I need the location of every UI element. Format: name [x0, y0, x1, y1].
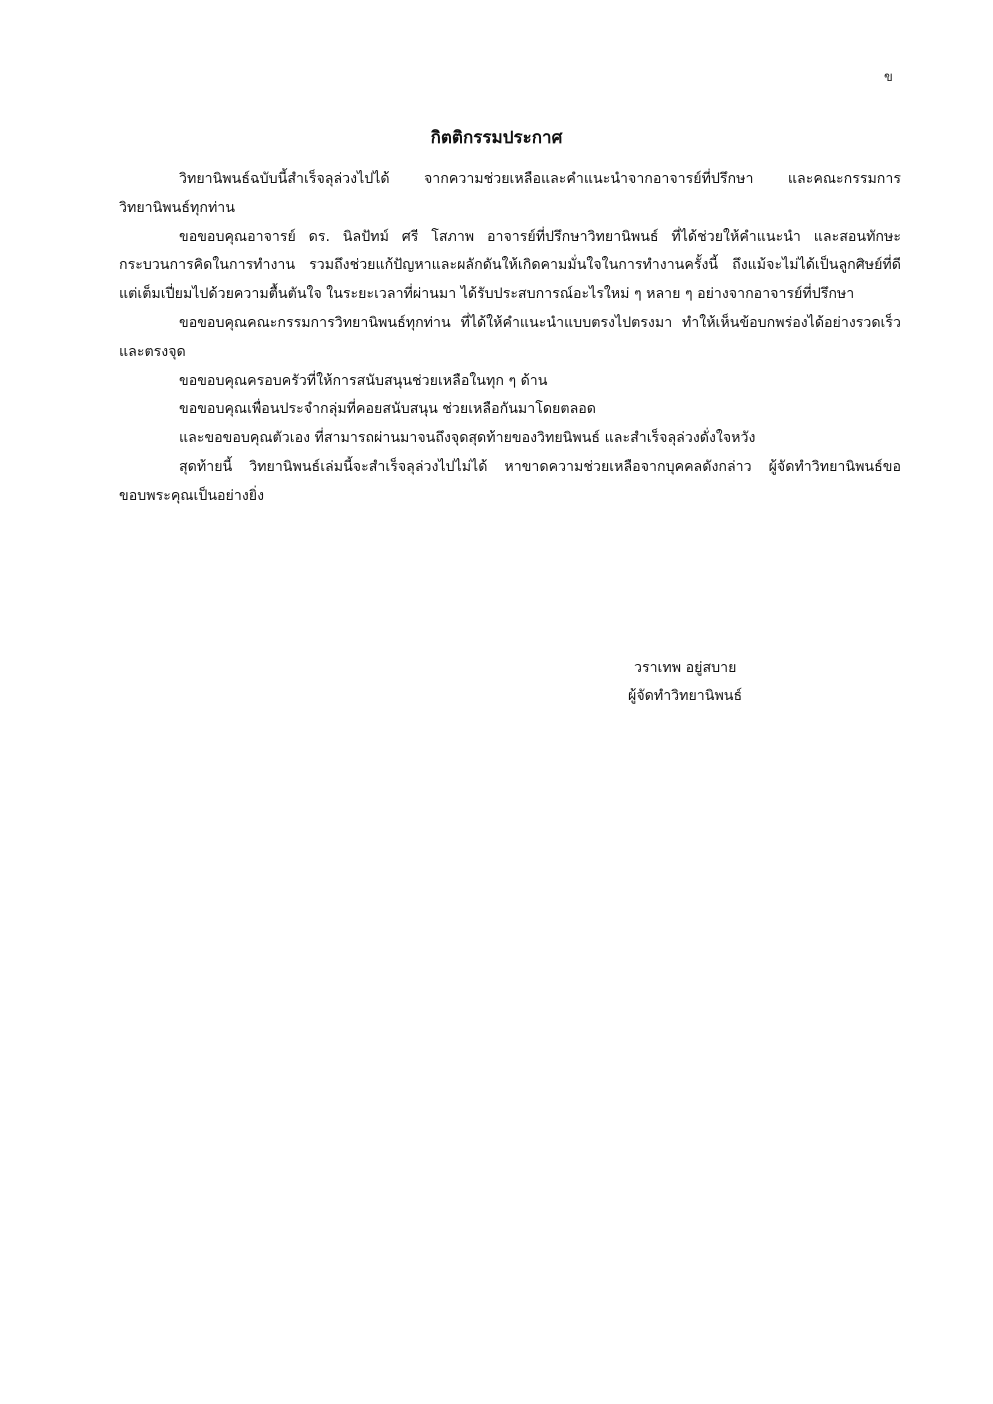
paragraph-advisor: ขอขอบคุณอาจารย์ ดร. นิลปัทม์ ศรี โสภาพ อาจารย์ที่ปรึกษาวิทยานิพนธ์ ที่ได้ช่วยให้คำแนะนำ และสอนทักษะ กระบวนการคิดในการทำงาน รวมถึงช่วยแก้ปัญหาและผลักดันให้เกิดคามมั่นใจในการทำงานครั้งนี้ ถึงแม้จะไม่ได้เป็นลูกศิษย์ที่ดี แต่เต็มเปี่ยมไปด้วยความตื้นตันใจ ในระยะเวลาที่ผ่านมา ได้รับประสบการณ์อะไรใหม่ ๆ หลาย ๆ อย่างจากอาจารย์ที่ปรึกษา: [119, 228, 901, 303]
paragraph-friends: ขอขอบคุณเพื่อนประจำกลุ่มที่คอยสนับสนุน ช่วยเหลือกันมาโดยตลอด: [179, 401, 597, 418]
author-role: ผู้จัดทำวิทยานิพนธ์: [628, 688, 743, 704]
paragraph-committee: ขอขอบคุณคณะกรรมการวิทยานิพนธ์ทุกท่าน ที่ได้ให้คำแนะนำแบบตรงไปตรงมา ทำให้เห็นข้อบกพร่องได้อย่างรวดเร็วและตรงจุด: [119, 314, 901, 360]
author-name: วราเทพ อยู่สบาย: [634, 660, 737, 676]
signature-block: [600, 654, 800, 710]
body-text: [119, 165, 901, 511]
paragraph-family: ขอขอบคุณครอบครัวที่ให้การสนับสนุนช่วยเหลือในทุก ๆ ด้าน: [179, 372, 548, 389]
paragraph-intro: วิทยานิพนธ์ฉบับนี้สำเร็จลุล่วงไปได้ จากความช่วยเหลือและคำแนะนำจากอาจารย์ที่ปรึกษา และคณะกรรมการวิทยานิพนธ์ทุกท่าน: [119, 171, 901, 216]
page-number: ข: [884, 70, 893, 85]
paragraph-self: และขอขอบคุณตัวเอง ที่สามารถผ่านมาจนถึงจุดสุดท้ายของวิทยนิพนธ์ และสำเร็จลุล่วงดั่งใจหวัง: [179, 430, 756, 447]
page-title: กิตติกรรมประกาศ: [430, 128, 563, 148]
paragraph-closing: สุดท้ายนี้ วิทยานิพนธ์เล่มนี้จะสำเร็จลุล่วงไปไม่ได้ หาขาดความช่วยเหลือจากบุคคลดังกล่าว ผู้จัดทำวิทยานิพนธ์ขอขอบพระคุณเป็นอย่างยิ่ง: [119, 458, 901, 504]
